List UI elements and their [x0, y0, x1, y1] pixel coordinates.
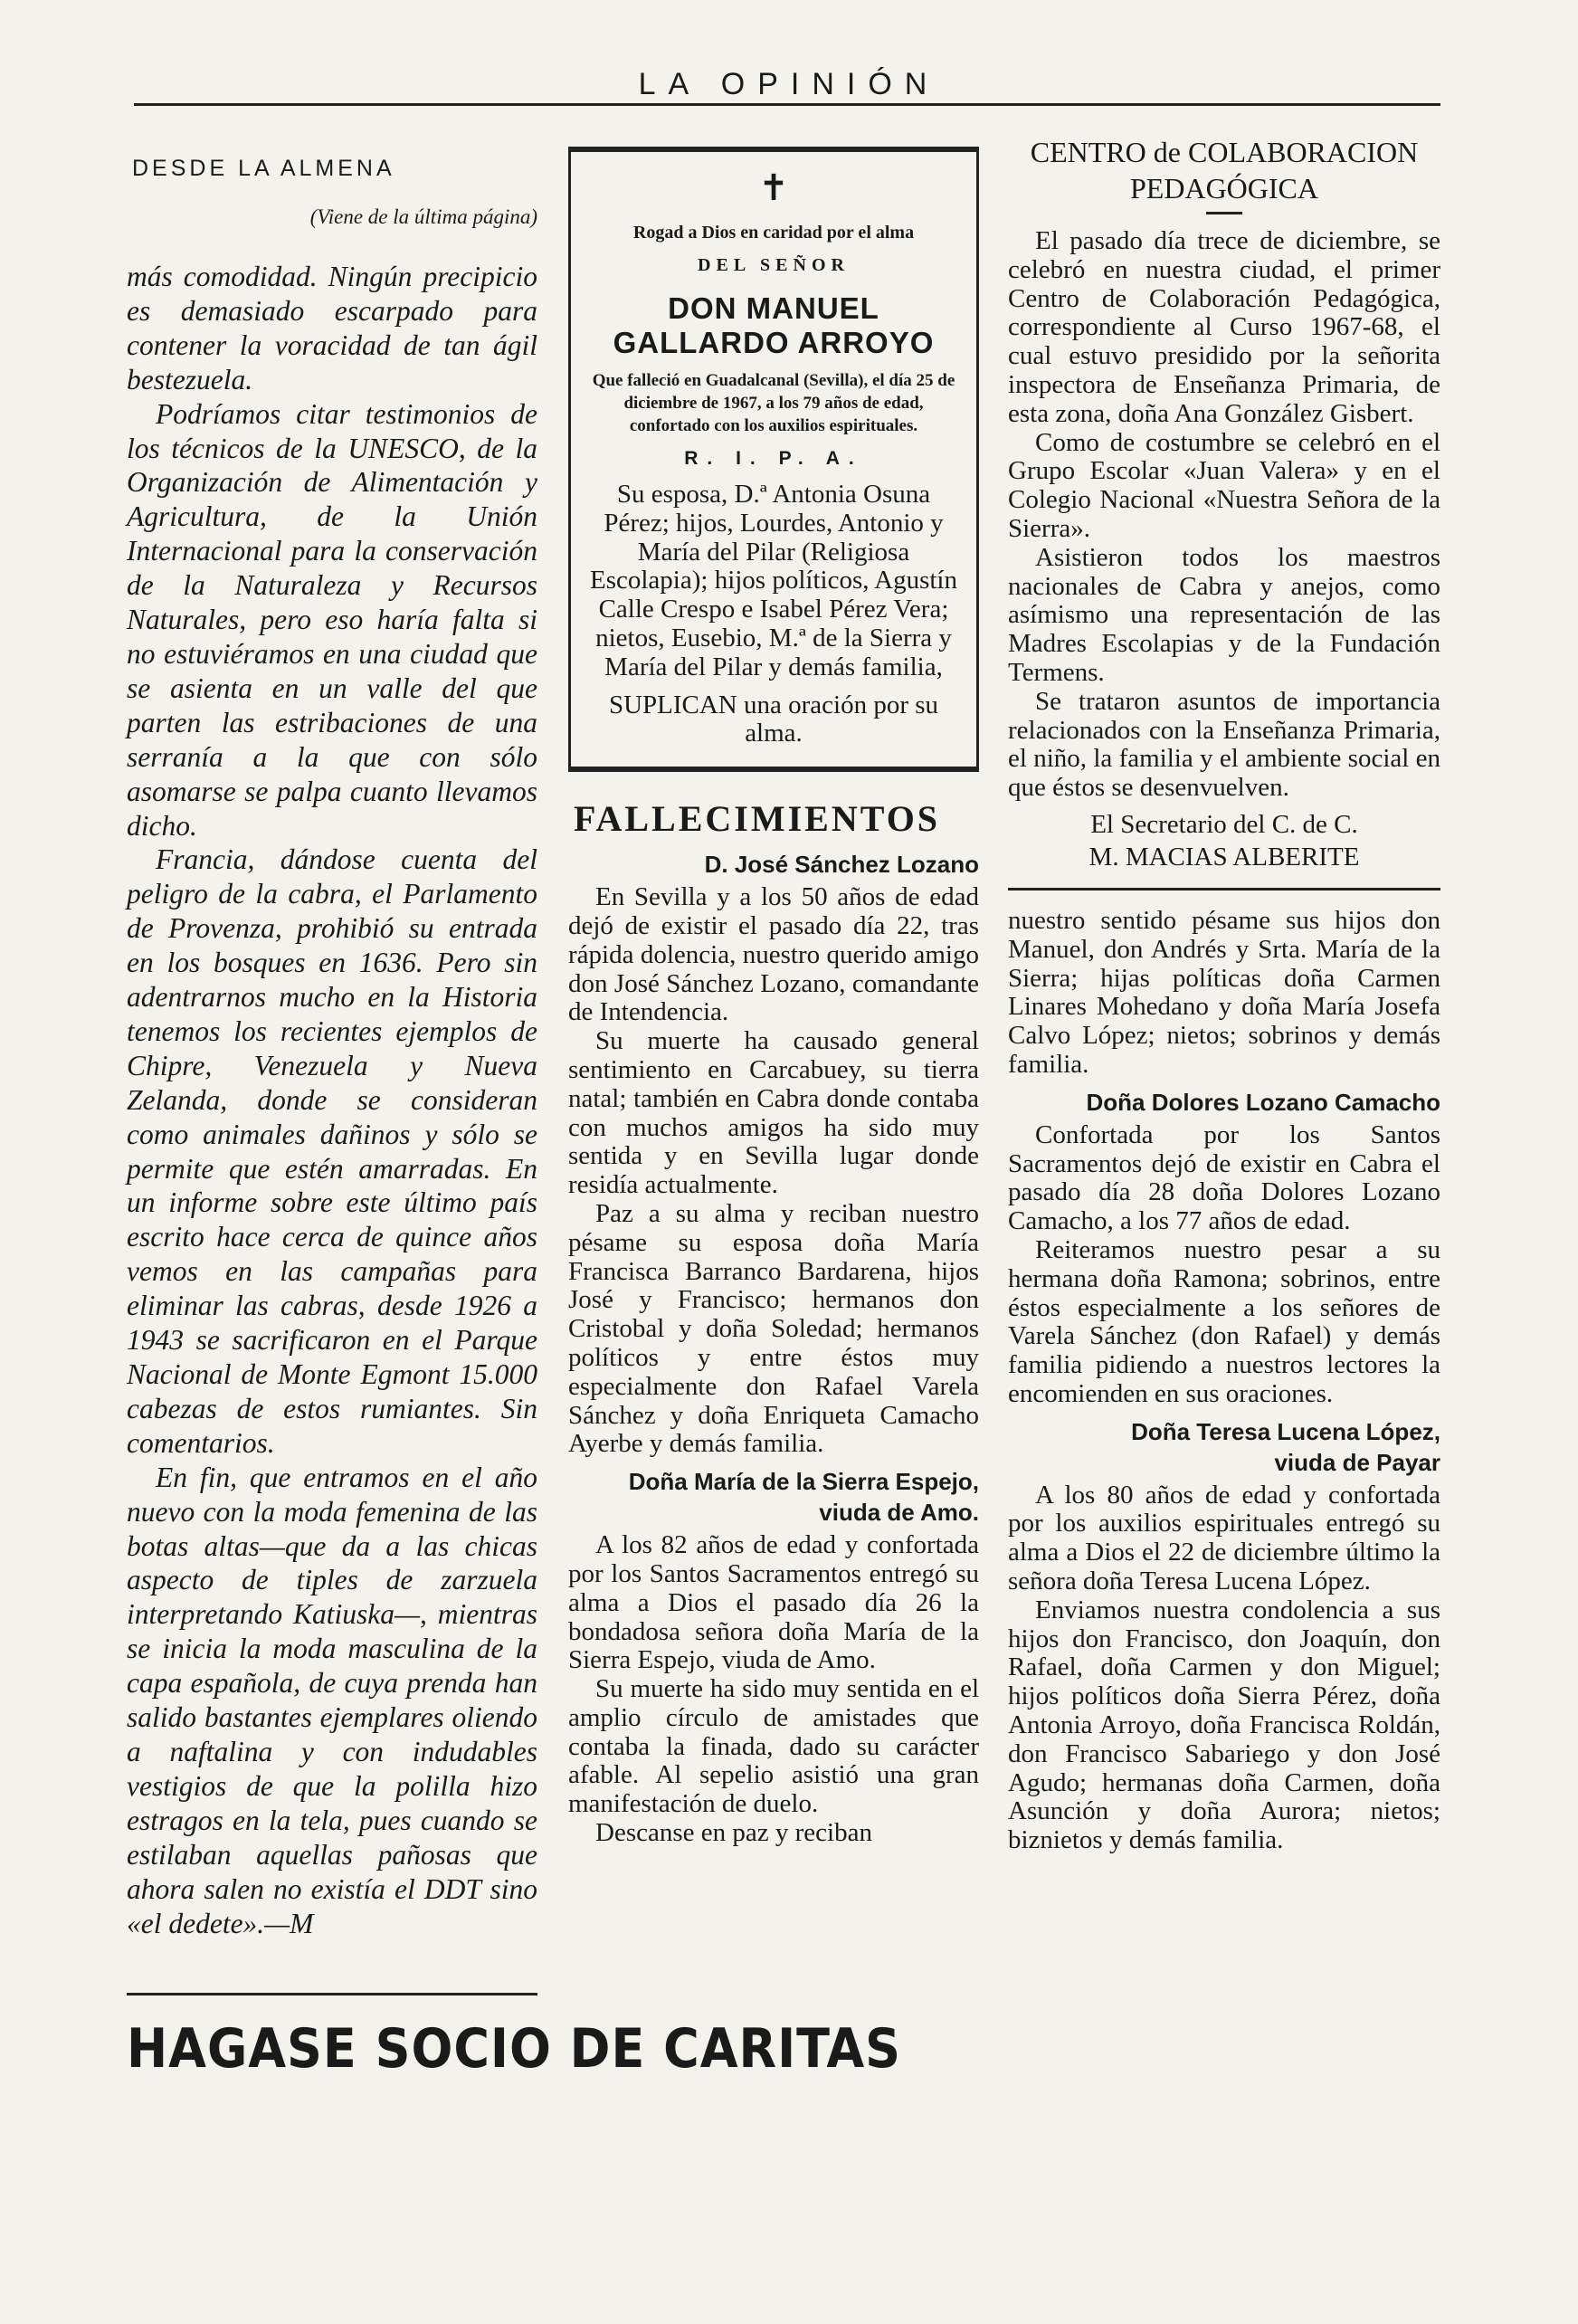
paragraph: Descanse en paz y reciban [595, 1818, 872, 1848]
signature-title: El Secretario del C. de C. [1090, 809, 1358, 839]
paragraph: nuestro sentido pésame sus hijos don Manuel, don Andrés y Srta. María de la Sierra; hijas políticas doña Carmen Linares Mohedano y doña María Josefa Calvo López; nietos; sobrinos y demás familia. [1008, 905, 1440, 1079]
section-heading: DESDE LA ALMENA [132, 156, 395, 181]
paragraph: Podríamos citar testimonios de los técnicos de la UNESCO, de la Organización de Alimentación y Agricultura, de la Unión Internacional para la conservación de la Naturaleza y Recursos Naturales, pero eso haría falta si no estuviéramos en una ciudad que se asienta en un valle del que parten las estribaciones de una serranía a la que con sólo asomarse se palpa cuanto llevamos dicho. [127, 397, 537, 842]
paragraph: Su muerte ha sido muy sentida en el amplio círculo de amistades que contaba la finada, dado su carácter afable. Al sepelio asistió una gran manifestación de duelo. [568, 1674, 979, 1819]
page-masthead: LA OPINIÓN [638, 67, 940, 101]
obit-subhead: viuda de Amo. [819, 1499, 979, 1527]
obituary-description: Que falleció en Guadalcanal (Sevilla), el día 25 de diciembre de 1967, a los 79 años de edad, confortado con los auxilios espirituales. [592, 371, 955, 435]
paragraph: Su muerte ha causado general sentimiento en Carcabuey, su tierra natal; también en Cabra donde contaba con muchos amigos ha sido muy sentida y en Sevilla lugar donde residía actualmente. [568, 1026, 979, 1200]
signature-name: M. MACIAS ALBERITE [1088, 842, 1360, 872]
obit-subhead: D. José Sánchez Lozano [704, 851, 979, 879]
cross-icon: ✝ [758, 167, 789, 208]
obit-subhead: Doña Teresa Lucena López, [1131, 1417, 1440, 1445]
paragraph: Se trataron asuntos de importancia relacionados con la Enseñanza Primaria, el niño, la familia y el ambiente social en que éstos se desenvuelven. [1008, 686, 1440, 803]
paragraph: Asistieron todos los maestros nacionales de Cabra y anejos, como asímismo una representación de las Madres Escolapias y de la Fundación Termens. [1008, 542, 1440, 687]
paragraph: más comodidad. Ningún precipicio es demasiado escarpado para contener la voracidad de tan ágil bestezuela. [127, 261, 537, 395]
obituary-box [568, 147, 979, 772]
paragraph: En Sevilla y a los 50 años de edad dejó de existir el pasado día 22, tras rápida dolencia, nuestro querido amigo don José Sánchez Lozano, comandante de Intendencia. [568, 882, 979, 1027]
obit-subhead: viuda de Payar [1274, 1448, 1440, 1476]
paragraph: A los 80 años de edad y confortada por los auxilios espirituales entregó su alma a Dios el 22 de diciembre último la señora doña Teresa Lucena López. [1008, 1480, 1440, 1596]
obituary-prayer: Rogad a Dios en caridad por el alma [632, 223, 915, 243]
paragraph: A los 82 años de edad y confortada por los Santos Sacramentos entregó su alma a Dios el pasado día 26 la bondadosa señora doña María de la Sierra Espejo, viuda de Amo. [568, 1530, 979, 1675]
paragraph: El pasado día trece de diciembre, se celebró en nuestra ciudad, el primer Centro de Colaboración Pedagógica, correspondiente al Curso 1967-68, el cual estuvo presidido por la señorita inspectora de Enseñanza Primaria, de esta zona, doña Ana González Gisbert. [1008, 226, 1440, 428]
paragraph: En fin, que entramos en el año nuevo con la moda femenina de las botas altas—que da a las chicas aspecto de tiples de zarzuela interpretando Katiuska—, mientras se inicia la moda masculina de la capa española, de cuya prenda han salido bastantes ejemplares oliendo a naftalina y con indudables vestigios de que la polilla hizo estragos en la tela, pues cuando se estilaban aquellas pañosas que ahora salen no existía el DDT sino «el dedete».—M [127, 1461, 537, 1939]
masthead-rule [134, 103, 1440, 106]
paragraph: Confortada por los Santos Sacramentos dejó de existir en Cabra el pasado día 28 doña Dolores Lozano Camacho, a los 77 años de edad. [1008, 1119, 1440, 1236]
obituary-family: Su esposa, D.ª Antonia Osuna Pérez; hijos, Lourdes, Antonio y María del Pilar (Religiosa Escolapia); hijos políticos, Agustín Calle Crespo e Isabel Pérez Vera; nietos, Eusebio, M.ª de la Sierra y María del Pilar y demás familia, [590, 480, 957, 681]
obituary-suplican: SUPLICAN una oración por su alma. [608, 690, 939, 748]
continuation-note: (Viene de la última página) [309, 205, 537, 228]
caritas-banner: HAGASE SOCIO DE CARITAS [127, 1993, 537, 2081]
obituary-name: DON MANUEL GALLARDO ARROYO [613, 291, 935, 359]
paragraph: Enviamos nuestra condolencia a sus hijos don Francisco, don Joaquín, don Rafael, doña Carmen y don Miguel; hijos políticos doña Sierra Pérez, doña Antonia Arroyo, doña Francisca Roldán, don Francisco Sabariego y don José Agudo; hermanas doña Carmen, doña Asunción y doña Aurora; nietos; biznietos y demás familia. [1008, 1595, 1440, 1855]
obit-subhead: Doña Dolores Lozano Camacho [1086, 1088, 1440, 1116]
centro-title: CENTRO de COLABORACION [1030, 136, 1419, 168]
column-obituaries [568, 136, 979, 1848]
column-centro-colaboracion [1008, 127, 1440, 1855]
section-rule [1008, 888, 1440, 891]
paragraph: Reiteramos nuestro pesar a su hermana doña Ramona; sobrinos, entre éstos especialmente a los señores de Varela Sánchez (don Rafael) y demás familia pidiendo a nuestros lectores la encomienden en sus oraciones. [1008, 1234, 1440, 1408]
title-rule [1206, 212, 1242, 214]
obituary-del-senor: DEL SEÑOR [698, 255, 850, 275]
paragraph: Paz a su alma y reciban nuestro pésame su esposa doña María Francisca Barranco Bardarena, hijos José y Francisco; hermanos don Cristobal y doña Soledad; hermanos políticos y entre éstos muy especialmente don Rafael Varela Sánchez y doña Enriqueta Camacho Ayerbe y demás familia. [568, 1198, 979, 1459]
obit-subhead: Doña María de la Sierra Espejo, [628, 1468, 979, 1496]
obituary-rip: R. I. P. A. [684, 448, 863, 469]
fallecimientos-title: FALLECIMIENTOS [574, 798, 941, 840]
centro-title: PEDAGÓGICA [1130, 172, 1318, 205]
paragraph: Francia, dándose cuenta del peligro de la cabra, el Parlamento de Provenza, prohibió su entrada en los bosques en 1636. Pero sin adentrarnos mucho en la Historia tenemos los recientes ejemplos de Chipre, Venezuela y Nueva Zelanda, donde se consideran como animales dañinos y sólo se permite que estén amarradas. En un informe sobre este último país escrito hace cerca de quince años vemos en las campañas para eliminar las cabras, desde 1926 a 1943 se sacrificaron en el Parque Nacional de Monte Egmont 15.000 cabezas de estos rumiantes. Sin comentarios. [127, 843, 537, 1459]
paragraph: Como de costumbre se celebró en el Grupo Escolar «Juan Valera» y en el Colegio Nacional «Nuestra Señora de la Sierra». [1008, 427, 1440, 543]
